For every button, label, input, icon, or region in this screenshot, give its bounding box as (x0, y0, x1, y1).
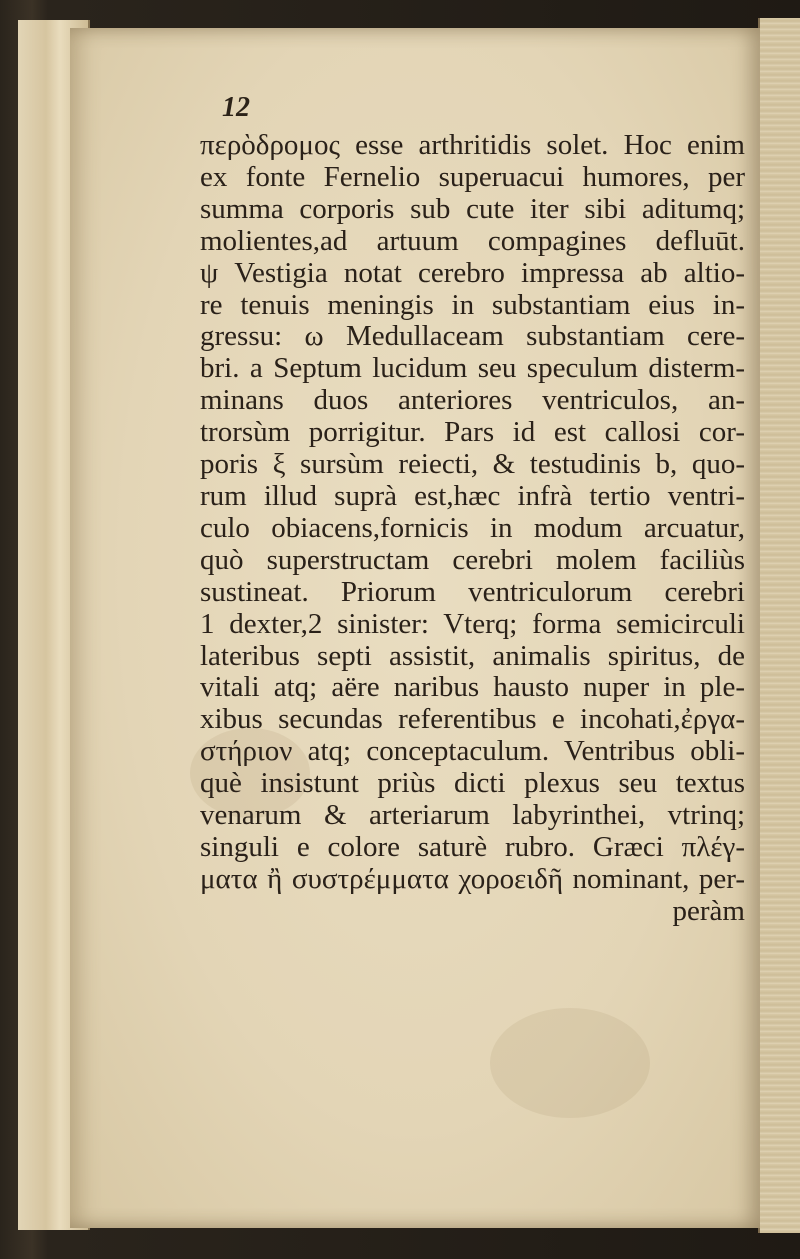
text-line: què insistunt priùs dicti plexus seu textus (200, 767, 745, 800)
text-line: re tenuis meningis in substantiam eius in- (200, 288, 745, 321)
text-line: ψ Vestigia notat cerebro impressa ab altio- (200, 256, 745, 289)
text-line: gressu: ω Medullaceam substantiam cere- (200, 320, 745, 353)
text-line: ματα ἢ συστρέμματα χοροειδῆ nominant, per- (200, 862, 745, 895)
text-line: vitali atq; aëre naribus hausto nuper in ple- (200, 671, 745, 704)
text-line: περὸδρομος esse arthritidis solet. Hoc enim (200, 129, 745, 161)
text-line: στήριον atq; conceptaculum. Ventribus obli- (200, 735, 745, 768)
text-line: singuli e colore saturè rubro. Græci πλέγ- (200, 830, 745, 863)
text-line: poris ξ sursùm reiecti, & testudinis b, quo- (200, 448, 745, 481)
facing-page-edge (758, 18, 800, 1233)
text-line: lateribus septi assistit, animalis spiritus, de (200, 639, 745, 672)
page-number: 12 (222, 92, 250, 123)
text-line: molientes,ad artuum compagines defluūt. (200, 224, 745, 257)
text-line: trorsùm porrigitur. Pars id est callosi cor- (200, 416, 745, 449)
body-text (200, 130, 745, 928)
text-line: bri. a Septum lucidum seu speculum disterm- (200, 352, 745, 385)
text-line: minans duos anteriores ventriculos, an- (200, 384, 745, 417)
catchword: peràm (672, 894, 745, 927)
text-line: ex fonte Fernelio superuacui humores, per (200, 160, 745, 193)
paper-stain (490, 1008, 650, 1118)
text-line: culo obiacens,fornicis in modum arcuatur, (200, 511, 745, 544)
text-line: venarum & arteriarum labyrinthei, vtrinq; (200, 799, 745, 832)
text-line: sustineat. Priorum ventriculorum cerebri (200, 575, 745, 608)
text-line: quò superstructam cerebri molem faciliùs (200, 543, 745, 576)
text-line: xibus secundas referentibus e incohati,ἐργα- (200, 703, 745, 736)
text-line: summa corporis sub cute iter sibi aditumq; (200, 192, 745, 225)
text-line: 1 dexter,2 sinister: Vterq; forma semicirculi (200, 607, 745, 640)
text-line: rum illud suprà est,hæc infrà tertio ventri- (200, 479, 745, 512)
